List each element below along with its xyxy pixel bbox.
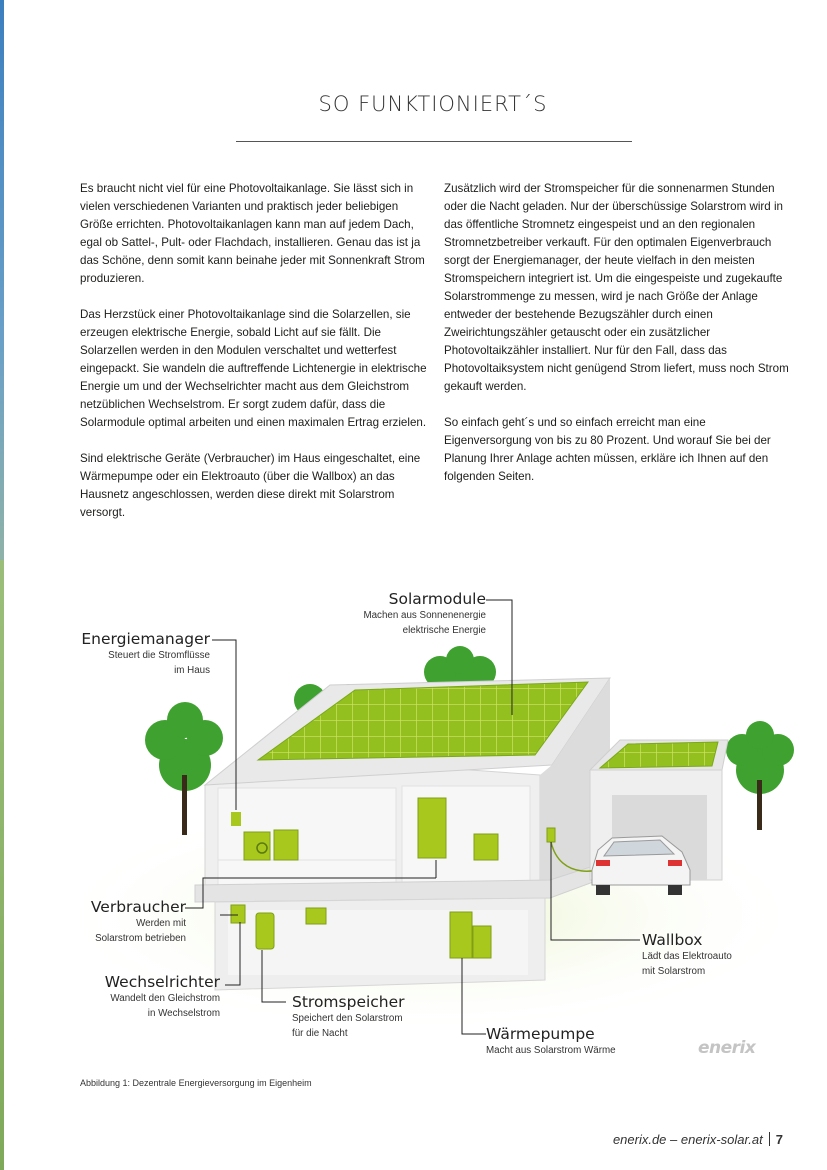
label-title: Energiemanager (81, 630, 210, 648)
heat-pump-tank (473, 926, 491, 958)
text-column-left (80, 180, 428, 540)
fridge-icon (418, 798, 446, 858)
label-title: Solarmodule (388, 590, 486, 608)
label-sub: Macht aus Solarstrom Wärme (486, 1045, 616, 1056)
paragraph: Es braucht nicht viel für eine Photovoltaikanlage. Sie lässt sich in vielen verschiedenen Varianten und praktisch jeder beliebigen Größe errichten. Photovoltaikanlagen kann man auf jedem Dach, egal ob Sattel-, Pult- oder Flachdach, installieren. Genau das ist ja das Schöne, denn somit kann beinahe jeder mit Sonnenkraft Strom produzieren. (80, 182, 425, 285)
label-sub: Werden mit Solarstrom betrieben (95, 918, 186, 944)
battery-storage-device (256, 913, 274, 949)
label-wechselrichter (60, 973, 220, 1021)
label-sub: Steuert die Stromflüsse im Haus (108, 650, 210, 676)
house-illustration (0, 560, 827, 1080)
meter-device (306, 908, 326, 924)
label-energiemanager (60, 630, 210, 678)
label-title: Verbraucher (90, 898, 186, 916)
label-sub: Speichert den Solarstrom für die Nacht (292, 1013, 403, 1039)
consumer-device-icon (274, 830, 298, 860)
paragraph: Zusätzlich wird der Stromspeicher für die sonnenarmen Stunden oder die Nacht geladen. Nur der überschüssige Solarstrom wird in das öffentliche Stromnetz eingespeist und an den regionalen Stromnetzbetreiber verkauft. Für den optimalen Eigenverbrauch sorgt der Energiemanager, der heute vielfach in den meisten Stromspeichern integriert ist. Um die eingespeiste und zugekaufte Solarstrommenge zu messen, wird je nach Größe der Anlage entweder der bestehende Bezugszähler durch einen Zweirichtungszähler getauscht oder ein zusätzlicher Photovoltaikzähler installiert. Nur für den Fall, dass das Photovoltaiksystem nicht genügend Strom liefert, muss noch Strom gekauft werden. (444, 182, 789, 393)
paragraph: Das Herzstück einer Photovoltaikanlage sind die Solarzellen, sie erzeugen elektrische Energie, sobald Licht auf sie fällt. Die Solarzellen werden in den Modulen verschaltet und wetterfest eingepackt. Sie wandeln die auftreffende Lichtenergie in elektrische Energie um und der Wechselrichter macht aus dem Gleichstrom netzüblichen Wechselstrom. Er sorgt zudem dafür, dass die Solarmodule optimal arbeiten und einen maximalen Ertrag erzielen. (80, 308, 427, 429)
tree-icon (726, 721, 794, 830)
label-title: Wärmepumpe (486, 1025, 595, 1043)
text-column-right (444, 180, 792, 504)
wallbox-device (547, 828, 555, 842)
label-title: Wechselrichter (104, 973, 220, 991)
page-title: SO FUNKTIONIERT´S (318, 92, 548, 116)
label-title: Wallbox (642, 931, 703, 949)
heat-pump-device (450, 912, 472, 958)
label-stromspeicher (292, 993, 442, 1041)
label-waermepumpe (486, 1025, 656, 1058)
label-verbraucher (40, 898, 186, 946)
enerix-logo: enerix (698, 1038, 756, 1058)
consumer-device-icon (474, 834, 498, 860)
label-wallbox (642, 931, 782, 979)
page-number: 7 (775, 1132, 783, 1147)
page-footer (613, 1132, 783, 1147)
title-rule (236, 141, 632, 142)
label-title: Stromspeicher (292, 993, 405, 1011)
paragraph: Sind elektrische Geräte (Verbraucher) im Haus eingeschaltet, eine Wärmepumpe oder ein Elektroauto (über die Wallbox) an das Hausnetz angeschlossen, werden diese direkt mit Solarstrom versorgt. (80, 452, 421, 519)
energy-manager-device (231, 812, 241, 826)
label-sub: Wandelt den Gleichstrom in Wechselstrom (110, 993, 220, 1019)
footer-sites: enerix.de – enerix-solar.at (612, 1132, 763, 1147)
figure-caption: Abbildung 1: Dezentrale Energieversorgung im Eigenheim (80, 1078, 312, 1088)
label-solarmodule (340, 590, 486, 638)
label-sub: Machen aus Sonnenenergie elektrische Energie (363, 610, 486, 636)
paragraph: So einfach geht´s und so einfach erreicht man eine Eigenversorgung von bis zu 80 Prozent. Und worauf Sie bei der Planung Ihrer Anlage achten müssen, erkläre ich Ihnen auf den folgenden Seiten. (444, 416, 771, 483)
inverter-device (231, 905, 245, 923)
edge-strip-top (0, 0, 4, 560)
label-sub: Lädt das Elektroauto mit Solarstrom (642, 951, 732, 977)
footer-separator (769, 1132, 770, 1146)
